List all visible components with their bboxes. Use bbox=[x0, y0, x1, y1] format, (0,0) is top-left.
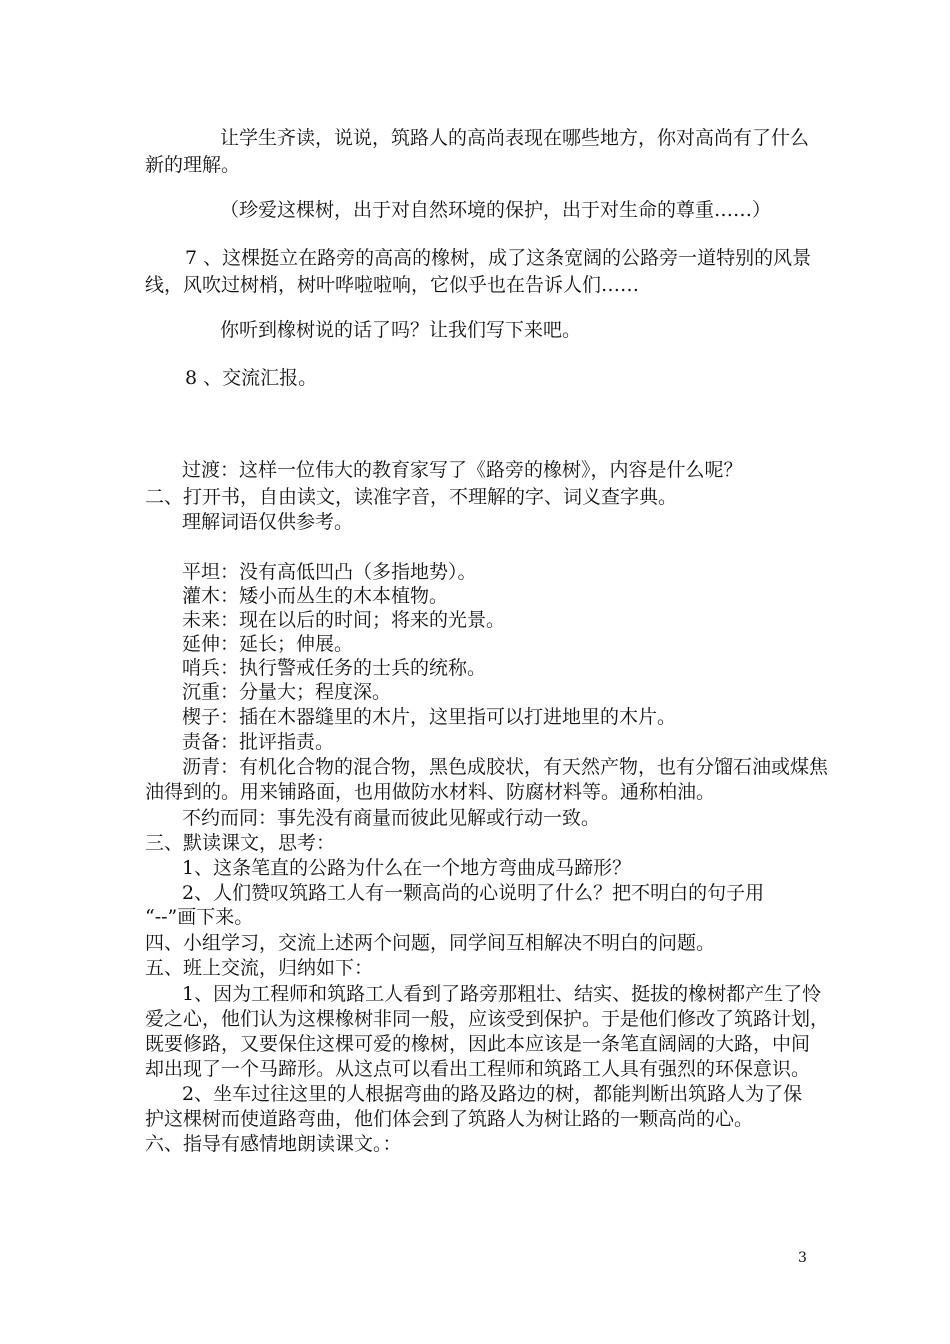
text-line: 线，风吹过树梢，树叶哗啦啦响，它似乎也在告诉人们…… bbox=[145, 274, 640, 296]
text-line: 过渡：这样一位伟大的教育家写了《路旁的橡树》，内容是什么呢？ bbox=[182, 459, 743, 481]
text-line: 爱之心，他们认为这棵橡树非同一般，应该受到保护。于是他们修改了筑路计划， bbox=[145, 1008, 830, 1030]
text-line: 2、坐车过往这里的人根据弯曲的路及路边的树，都能判断出筑路人为了保 bbox=[182, 1083, 803, 1105]
text-line: 新的理解。 bbox=[145, 154, 241, 176]
section-heading: 四、小组学习，交流上述两个问题，同学间互相解决不明白的问题。 bbox=[145, 932, 716, 954]
text-line: 你听到橡树说的话了吗？让我们写下来吧。 bbox=[220, 319, 582, 341]
question-line: “--”画下来。 bbox=[145, 906, 254, 928]
text-line: 却出现了一个马蹄形。从这点可以看出工程师和筑路工人具有强烈的环保意识。 bbox=[145, 1058, 811, 1080]
section-heading: 二、打开书，自由读文，读准字音，不理解的字、词义查字典。 bbox=[145, 486, 678, 508]
text-line: 理解词语仅供参考。 bbox=[182, 511, 354, 533]
text-line: 护这棵树而使道路弯曲，他们体会到了筑路人为树让路的一颗高尚的心。 bbox=[145, 1108, 754, 1130]
text-line: 1、因为工程师和筑路工人看到了路旁那粗壮、结实、挺拔的橡树都产生了怜 bbox=[182, 983, 822, 1005]
definition-line: 哨兵：执行警戒任务的士兵的统称。 bbox=[182, 657, 487, 679]
definition-line: 延伸：延长；伸展。 bbox=[182, 633, 354, 655]
question-line: 1、这条笔直的公路为什么在一个地方弯曲成马蹄形？ bbox=[182, 857, 632, 879]
section-heading: 三、默读课文，思考： bbox=[145, 832, 336, 854]
definition-line: 楔子：插在木器缝里的木片，这里指可以打进地里的木片。 bbox=[182, 706, 677, 728]
definition-line: 灌木：矮小而丛生的木本植物。 bbox=[182, 585, 449, 607]
text-line: 让学生齐读，说说，筑路人的高尚表现在哪些地方，你对高尚有了什么 bbox=[220, 127, 810, 149]
definition-line: 责备：批评指责。 bbox=[182, 731, 335, 753]
definition-line: 平坦：没有高低凹凸（多指地势）。 bbox=[182, 561, 477, 583]
section-heading: 五、班上交流，归纳如下： bbox=[145, 957, 374, 979]
definition-line: 沉重：分量大；程度深。 bbox=[182, 681, 392, 703]
definition-line: 油得到的。用来铺路面，也用做防水材料、防腐材料等。通称柏油。 bbox=[145, 781, 716, 803]
question-line: 2、人们赞叹筑路工人有一颗高尚的心说明了什么？把不明白的句子用 bbox=[182, 882, 765, 904]
text-line: （珍爱这棵树，出于对自然环境的保护，出于对生命的尊重……） bbox=[220, 199, 772, 221]
definition-line: 不约而同：事先没有商量而彼此见解或行动一致。 bbox=[182, 807, 601, 829]
text-line: 7 、这棵挺立在路旁的高高的橡树，成了这条宽阔的公路旁一道特别的风景 bbox=[185, 247, 812, 269]
text-line: 8 、交流汇报。 bbox=[185, 367, 318, 389]
page-number: 3 bbox=[798, 1250, 807, 1266]
definition-line: 未来：现在以后的时间；将来的光景。 bbox=[182, 609, 506, 631]
definition-line: 沥青：有机化合物的混合物，黑色成胶状，有天然产物，也有分馏石油或煤焦 bbox=[182, 756, 829, 778]
text-line: 既要修路，又要保住这棵可爱的橡树，因此本应该是一条笔直阔阔的大路，中间 bbox=[145, 1033, 811, 1055]
section-heading: 六、指导有感情地朗读课文。： bbox=[145, 1133, 402, 1155]
